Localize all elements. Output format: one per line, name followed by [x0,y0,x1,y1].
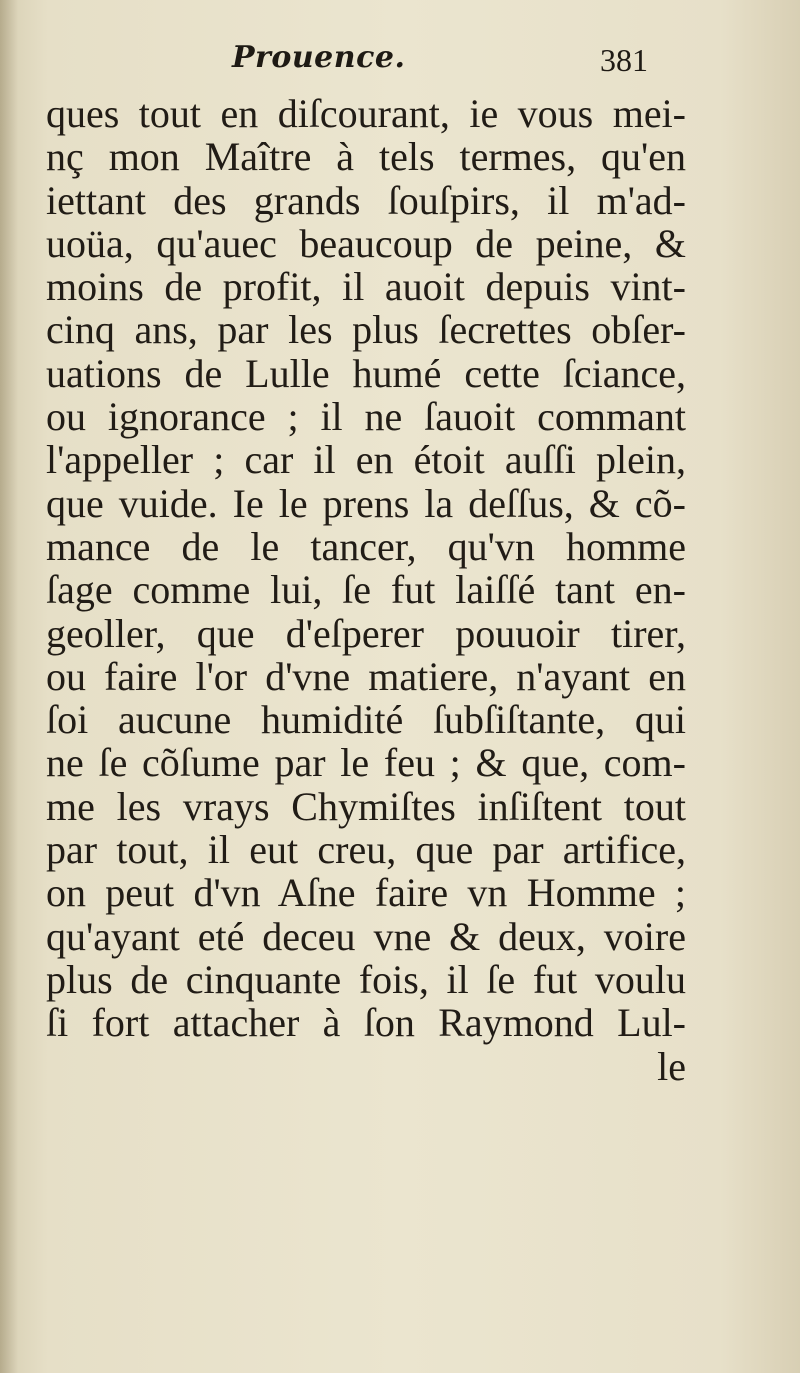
text-line: qu'ayant eté deceu vne & deux, voire [46,913,686,959]
text-line: uoüa, qu'auec beaucoup de peine, & [46,220,686,266]
text-line: nç mon Maître à tels termes, qu'en [46,134,686,180]
text-line: ne ſe cõſume par le feu ; & que, com- [46,740,686,786]
running-head: Prouence. [232,40,406,75]
text-line: plus de cinquante fois, il ſe fut voulu [46,956,686,1002]
text-line: uations de Lulle humé cette ſciance, [46,350,686,396]
text-line: que vuide. Ie le prens la deſſus, & cõ- [46,480,686,526]
text-line: moins de profit, il auoit depuis vint- [46,264,686,310]
page-header [0,38,800,88]
text-line: ques tout en diſcourant, ie vous mei- [46,91,686,136]
text-line: on peut d'vn Aſne faire vn Homme ; [46,870,686,916]
text-line: iettant des grands ſouſpirs, il m'ad- [46,177,686,223]
text-line: me les vrays Chymiſtes inſiſtent tout [46,783,686,829]
text-line: ſi fort attacher à ſon Raymond Lul- [46,1000,686,1046]
text-line: l'appeller ; car il en étoit auſſi plein, [46,437,686,483]
catchword: le [657,1043,686,1089]
text-line: ou ignorance ; il ne ſauoit commant [46,394,686,440]
text-line: ſage comme lui, ſe fut laiſſé tant en- [46,567,686,613]
text-line: par tout, il eut creu, que par artifice, [46,827,686,873]
text-line: ou faire l'or d'vne matiere, n'ayant en [46,653,686,699]
text-line: geoller, que d'eſperer pouuoir tirer, [46,610,686,656]
text-line: ſoi aucune humidité ſubſiſtante, qui [46,697,686,743]
body-text [46,92,686,1088]
gutter-shadow [0,0,18,1373]
text-line: cinq ans, par les plus ſecrettes obſer- [46,307,686,353]
text-line: mance de le tancer, qu'vn homme [46,523,686,569]
page-number: 381 [600,42,648,78]
